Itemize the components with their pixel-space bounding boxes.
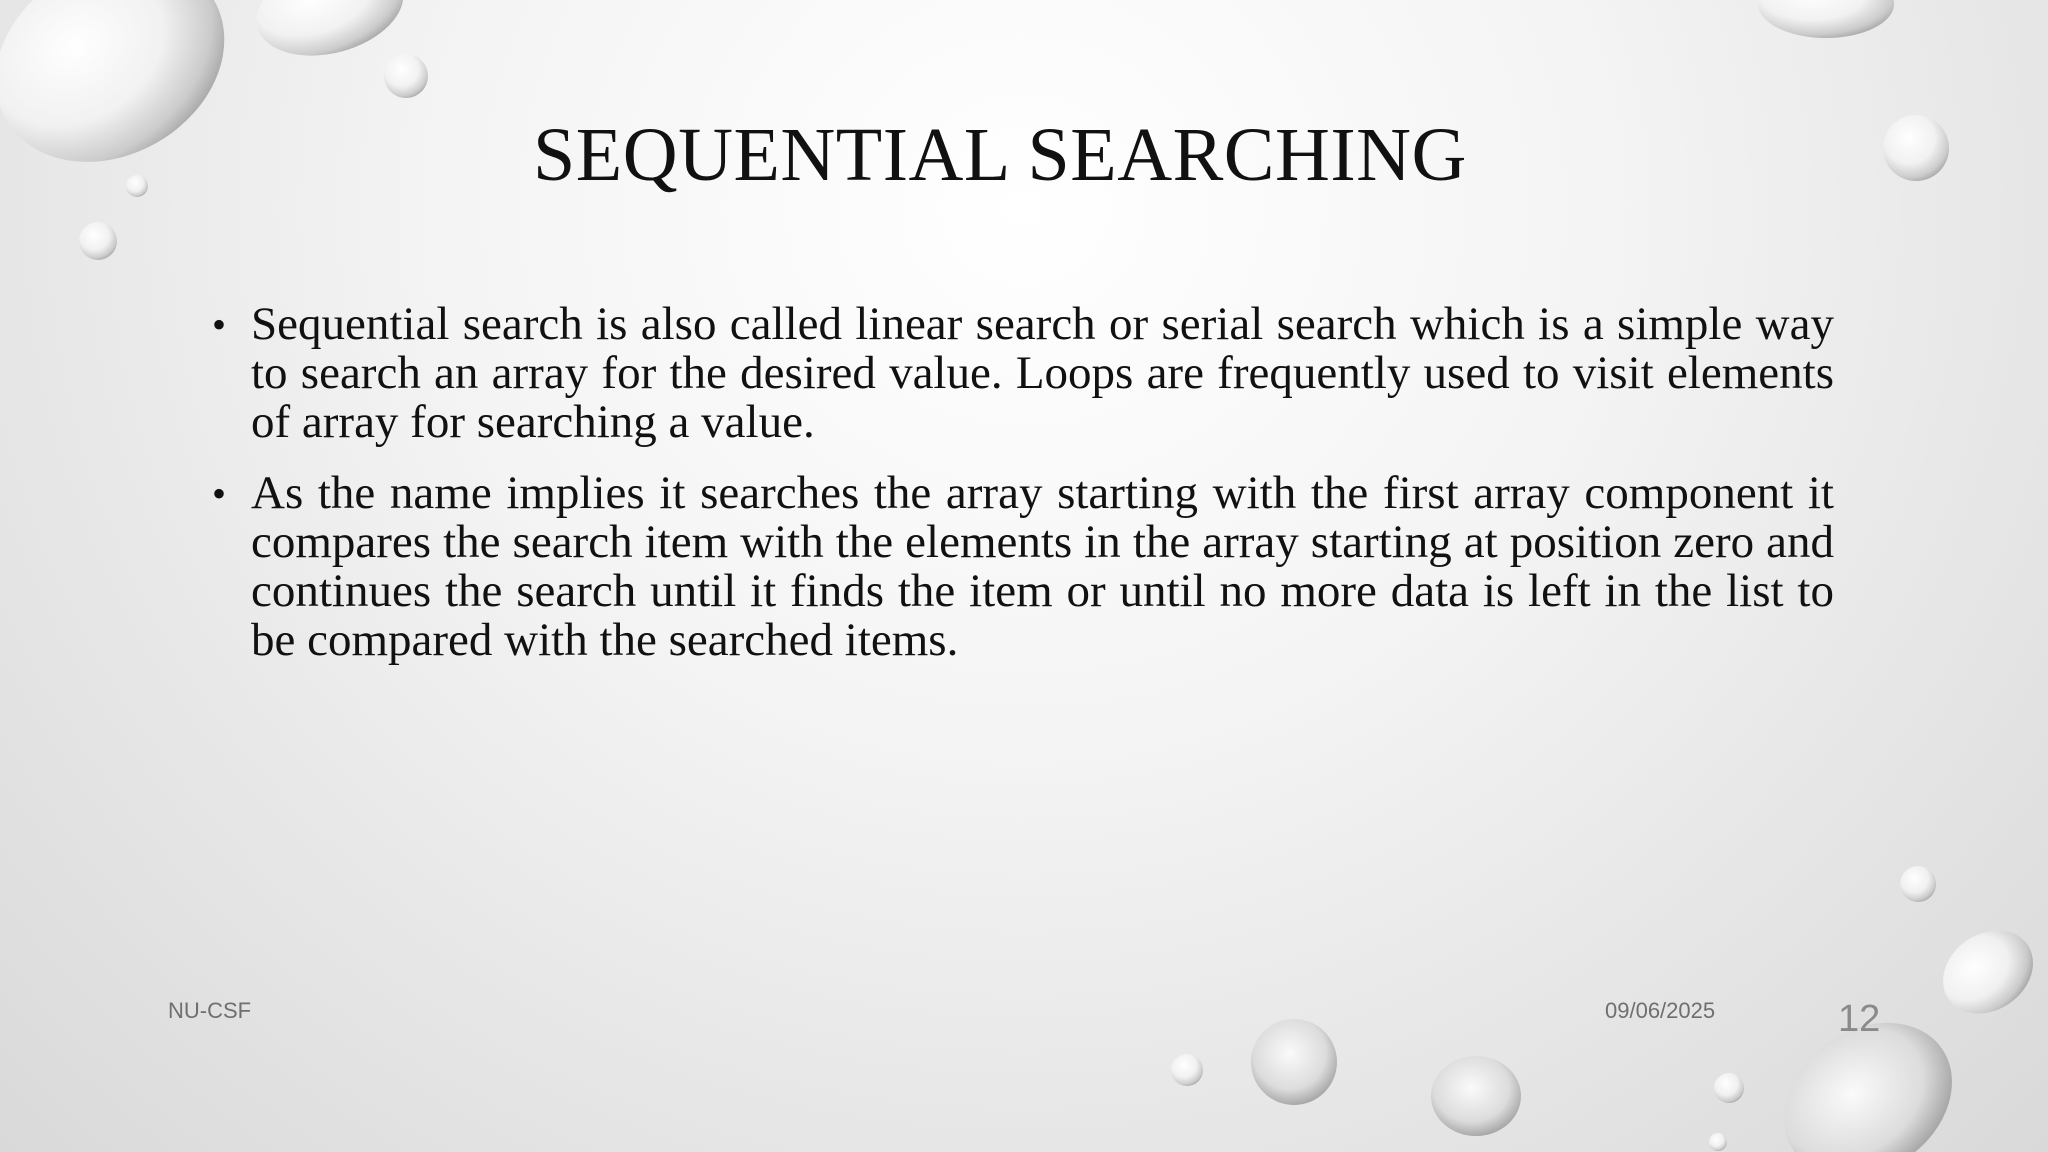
bullet-item (212, 300, 1834, 447)
bullet-marker: • (212, 302, 227, 347)
droplet (1709, 1133, 1727, 1151)
droplet (1714, 1073, 1744, 1103)
slide-number: 12 (1838, 998, 1881, 1040)
footer-date: 09/06/2025 (1605, 998, 1716, 1023)
droplet (384, 54, 428, 98)
droplet (1171, 1054, 1203, 1086)
droplet (1758, 0, 1894, 38)
droplet (1927, 913, 2048, 1030)
bullet-text: As the name implies it searches the array starting with the first array component it compares the search item with the elements in the array starting at position zero and continues the search until it finds the item or until no more data is left in the list to be compared with the searched items. (251, 467, 1834, 666)
droplet (1431, 1056, 1521, 1136)
droplet (246, 0, 414, 71)
bullet-list (212, 300, 1834, 687)
bullet-marker: • (212, 471, 227, 516)
bullet-text: Sequential search is also called linear search or serial search which is a simple way to search an array for the desired value. Loops are frequently used to visit elements of array for searching a value. (251, 298, 1834, 448)
bullet-item (212, 469, 1834, 665)
droplet (1900, 866, 1936, 902)
droplet (79, 222, 117, 260)
footer-text: NU-CSF (168, 998, 252, 1023)
slide-title: SEQUENTIAL SEARCHING (533, 113, 1467, 197)
droplet (1251, 1019, 1337, 1105)
